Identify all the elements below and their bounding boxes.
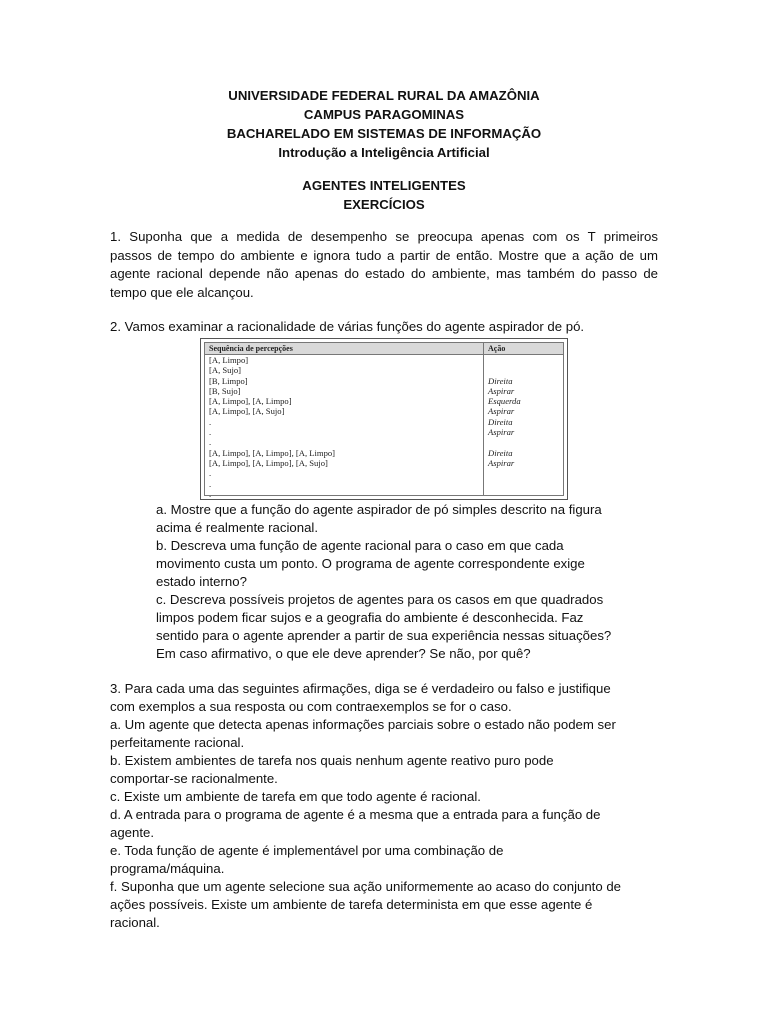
q3-line: comportar-se racionalmente.: [110, 771, 278, 786]
table-frame: [204, 342, 564, 499]
title-line-2: EXERCÍCIOS: [343, 197, 425, 212]
q2-item-line: Em caso afirmativo, o que ele deve aprender? Se não, por quê?: [156, 646, 531, 661]
sequence-cell: [A, Limpo], [A, Limpo], [A, Sujo]: [209, 457, 328, 468]
q2-item-line: b. Descreva uma função de agente racional para o caso em que cada: [156, 538, 564, 553]
subject-name: Introdução a Inteligência Artificial: [278, 145, 490, 160]
action-cell: Direita: [488, 416, 513, 427]
q3-line: perfeitamente racional.: [110, 735, 245, 750]
q3-line: f. Suponha que um agente selecione sua ação uniformemente ao acaso do conjunto de: [110, 879, 622, 894]
q2-item-line: movimento custa um ponto. O programa de agente correspondente exige: [156, 556, 585, 571]
q2-item-line: acima é realmente racional.: [156, 520, 318, 535]
q3-line: a. Um agente que detecta apenas informações parciais sobre o estado não podem ser: [110, 717, 616, 732]
q3-line: e. Toda função de agente é implementável por uma combinação de: [110, 843, 504, 858]
question-1: [110, 228, 658, 302]
q2-item-line: estado interno?: [156, 574, 247, 589]
sequence-cell: .: [209, 437, 212, 448]
sequence-cell: .: [209, 468, 212, 479]
sequence-cell: [A, Sujo]: [209, 365, 241, 376]
sequence-cell: .: [209, 427, 212, 438]
action-cell: Direita: [488, 447, 513, 458]
q1-line: passos de tempo do ambiente e ignora tudo a partir de então. Mostre que a ação de um: [110, 247, 658, 263]
q3-line: com exemplos a sua resposta ou com contraexemplos se for o caso.: [110, 699, 512, 714]
document-title: [0, 176, 768, 214]
sequence-cell: [A, Limpo], [A, Sujo]: [209, 406, 285, 417]
question-3: [110, 680, 658, 932]
sequence-cell: [A, Limpo]: [209, 355, 249, 365]
action-cell: Aspirar: [488, 457, 515, 468]
sequence-cell: [A, Limpo], [A, Limpo], [A, Limpo]: [209, 447, 336, 458]
percept-action-table: [200, 338, 568, 500]
q2-item-line: limpos podem ficar sujos e a geografia do ambiente é desconhecida. Faz: [156, 610, 584, 625]
q2-item-line: a. Mostre que a função do agente aspirador de pó simples descrito na figura: [156, 502, 602, 517]
q3-line: programa/máquina.: [110, 861, 225, 876]
q3-line: d. A entrada para o programa de agente é a mesma que a entrada para a função de: [110, 807, 601, 822]
q3-line: b. Existem ambientes de tarefa nos quais nenhum agente reativo puro pode: [110, 753, 554, 768]
q1-line: tempo que ele alcançou.: [110, 284, 254, 300]
title-line-1: AGENTES INTELIGENTES: [302, 178, 466, 193]
action-cell: Aspirar: [488, 385, 515, 396]
action-cell: [488, 365, 521, 375]
sequence-column: [209, 355, 335, 499]
action-column: [488, 355, 521, 468]
table-header-sequence: Sequência de percepções: [209, 344, 293, 353]
course-name: BACHARELADO EM SISTEMAS DE INFORMAÇÃO: [226, 126, 542, 141]
sequence-cell: .: [209, 416, 212, 427]
action-cell: [488, 437, 521, 447]
action-cell: Aspirar: [488, 406, 515, 417]
q3-line: ações possíveis. Existe um ambiente de tarefa determinista em que esse agente é: [110, 897, 593, 912]
sequence-cell: [A, Limpo], [A, Limpo]: [209, 396, 292, 407]
action-cell: Direita: [488, 375, 513, 386]
table-header-action: Ação: [488, 344, 506, 353]
action-cell: [488, 355, 521, 365]
sequence-cell: .: [209, 478, 212, 489]
sequence-cell: [B, Limpo]: [209, 375, 248, 386]
university-name: UNIVERSIDADE FEDERAL RURAL DA AMAZÔNIA: [228, 88, 540, 103]
q3-line: c. Existe um ambiente de tarefa em que todo agente é racional.: [110, 789, 481, 804]
table-header-row: [205, 343, 563, 355]
sequence-cell: .: [209, 488, 212, 499]
q3-line: 3. Para cada uma das seguintes afirmações, diga se é verdadeiro ou falso e justifique: [110, 681, 611, 696]
table-column-divider: [483, 343, 484, 495]
q2-item-line: c. Descreva possíveis projetos de agentes para os casos em que quadrados: [156, 592, 604, 607]
q1-line: 1. Suponha que a medida de desempenho se preocupa apenas com os T primeiros: [110, 229, 658, 244]
action-cell: Esquerda: [488, 396, 521, 407]
q2-item-line: sentido para o agente aprender a partir de sua experiência nessas situações?: [156, 628, 612, 643]
document-header: [0, 86, 768, 162]
q3-line: agente.: [110, 825, 154, 840]
question-2-items: [156, 501, 646, 663]
action-cell: Aspirar: [488, 427, 515, 438]
campus-name: CAMPUS PARAGOMINAS: [303, 107, 465, 122]
q1-line: agente racional depende não apenas do estado do ambiente, mas também do passo de: [110, 266, 658, 281]
q3-line: racional.: [110, 915, 160, 930]
sequence-cell: [B, Sujo]: [209, 385, 241, 396]
question-2-intro: 2. Vamos examinar a racionalidade de várias funções do agente aspirador de pó.: [110, 319, 585, 334]
